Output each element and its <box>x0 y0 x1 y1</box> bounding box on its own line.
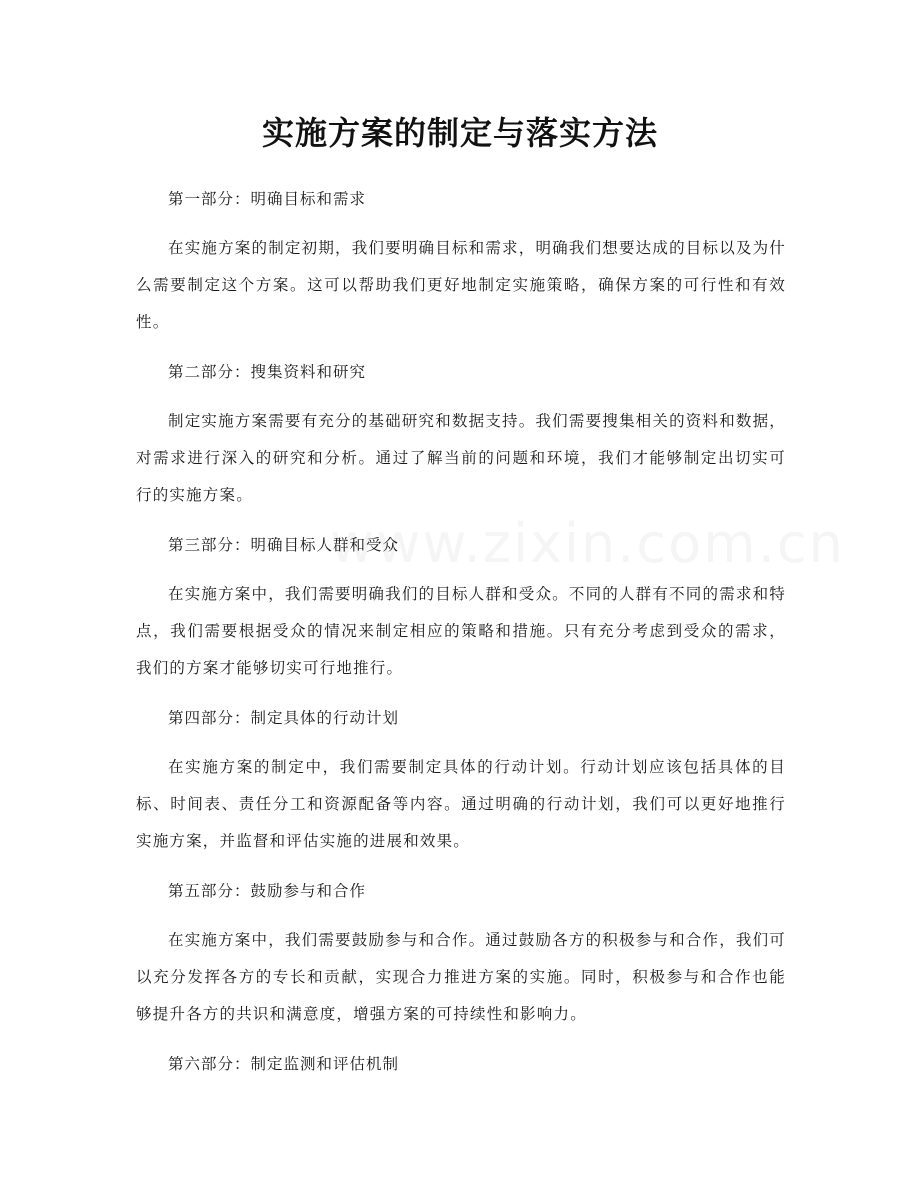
section-heading-1: 第一部分：明确目标和需求 <box>168 190 367 208</box>
section-heading-6: 第六部分：制定监测和评估机制 <box>168 1055 400 1073</box>
section-paragraph-1: 在实施方案的制定初期，我们要明确目标和需求，明确我们想要达成的目标以及为什么需要制定这个方案。这可以帮助我们更好地制定实施策略，确保方案的可行性和有效性。 <box>136 239 786 331</box>
section-paragraph-3: 在实施方案中，我们需要明确我们的目标人群和受众。不同的人群有不同的需求和特点，我们需要根据受众的情况来制定相应的策略和措施。只有充分考虑到受众的需求，我们的方案才能够切实可行地推行。 <box>136 585 786 677</box>
section-heading-2: 第二部分：搜集资料和研究 <box>168 363 367 381</box>
document-body <box>136 182 786 1095</box>
section-paragraph-5: 在实施方案中，我们需要鼓励参与和合作。通过鼓励各方的积极参与和合作，我们可以充分发挥各方的专长和贡献，实现合力推进方案的实施。同时，积极参与和合作也能够提升各方的共识和满意度，增强方案的可持续性和影响力。 <box>136 931 786 1023</box>
section-heading-5: 第五部分：鼓励参与和合作 <box>168 882 367 900</box>
section-paragraph-4: 在实施方案的制定中，我们需要制定具体的行动计划。行动计划应该包括具体的目标、时间表、责任分工和资源配备等内容。通过明确的行动计划，我们可以更好地推行实施方案，并监督和评估实施的进展和效果。 <box>136 758 786 850</box>
document-title: 实施方案的制定与落实方法 <box>261 114 658 152</box>
section-heading-3: 第三部分：明确目标人群和受众 <box>168 536 400 554</box>
watermark: www.zixin.com.cn <box>330 512 845 575</box>
section-heading-4: 第四部分：制定具体的行动计划 <box>168 709 400 727</box>
section-paragraph-2: 制定实施方案需要有充分的基础研究和数据支持。我们需要搜集相关的资料和数据，对需求进行深入的研究和分析。通过了解当前的问题和环境，我们才能够制定出切实可行的实施方案。 <box>136 412 786 504</box>
